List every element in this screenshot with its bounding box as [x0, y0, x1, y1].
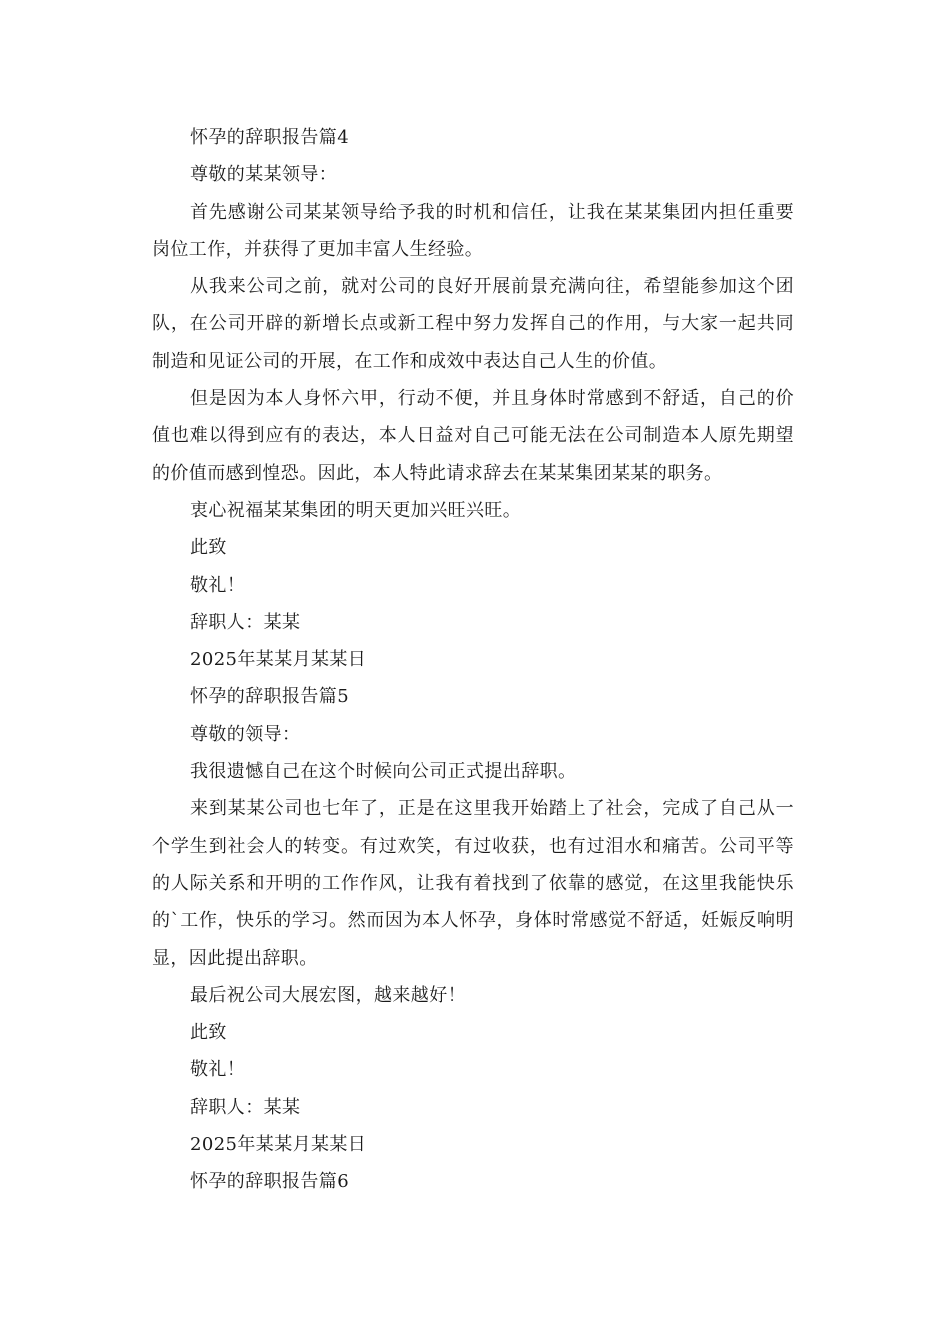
section-heading-4: 怀孕的辞职报告篇4 [190, 127, 350, 148]
section-heading-5: 怀孕的辞职报告篇5 [190, 686, 350, 708]
body-paragraph: 来到某某公司也七年了，正是在这里我开始踏上了社会，完成了自己从一个学生到社会人的转变。有过欢笑，有过收获，也有过泪水和痛苦。公司平等的人际关系和开明的工作作风，让我有着找到了依靠的感觉，在这里我能快乐的`工作，快乐的学习。然而因为本人怀孕，身体时常感觉不舒适，妊娠反响明显，因此提出辞职。 [152, 798, 794, 969]
closing-line: 此致 [190, 537, 227, 559]
body-paragraph: 首先感谢公司某某领导给予我的时机和信任，让我在某某集团内担任重要岗位工作，并获得了更加丰富人生经验。 [152, 201, 794, 260]
body-paragraph: 我很遗憾自己在这个时候向公司正式提出辞职。 [190, 761, 577, 783]
body-paragraph: 从我来公司之前，就对公司的良好开展前景充满向往，希望能参加这个团队，在公司开辟的新增长点或新工程中努力发挥自己的作用，与大家一起共同制造和见证公司的开展，在工作和成效中表达自己人生的价值。 [152, 276, 794, 372]
salutation: 尊敬的领导： [190, 723, 301, 745]
section-heading-6: 怀孕的辞职报告篇6 [190, 1171, 350, 1193]
body-paragraph: 衷心祝福某某集团的明天更加兴旺兴旺。 [190, 499, 522, 521]
document-body [152, 119, 794, 1201]
date-line: 2025年某某月某某日 [190, 649, 367, 671]
signature-line: 辞职人：某某 [190, 1096, 301, 1118]
signature-line: 辞职人：某某 [190, 611, 301, 633]
closing-line: 此致 [190, 1022, 227, 1044]
salutation: 尊敬的某某领导： [190, 164, 338, 186]
body-paragraph: 最后祝公司大展宏图，越来越好！ [190, 984, 466, 1006]
date-line: 2025年某某月某某日 [190, 1134, 367, 1156]
body-paragraph: 但是因为本人身怀六甲，行动不便，并且身体时常感到不舒适，自己的价值也难以得到应有的表达，本人日益对自己可能无法在公司制造本人原先期望的价值而感到惶恐。因此，本人特此请求辞去在某某集团某某的职务。 [152, 388, 794, 484]
closing-regards: 敬礼！ [190, 574, 246, 596]
closing-regards: 敬礼！ [190, 1059, 246, 1081]
